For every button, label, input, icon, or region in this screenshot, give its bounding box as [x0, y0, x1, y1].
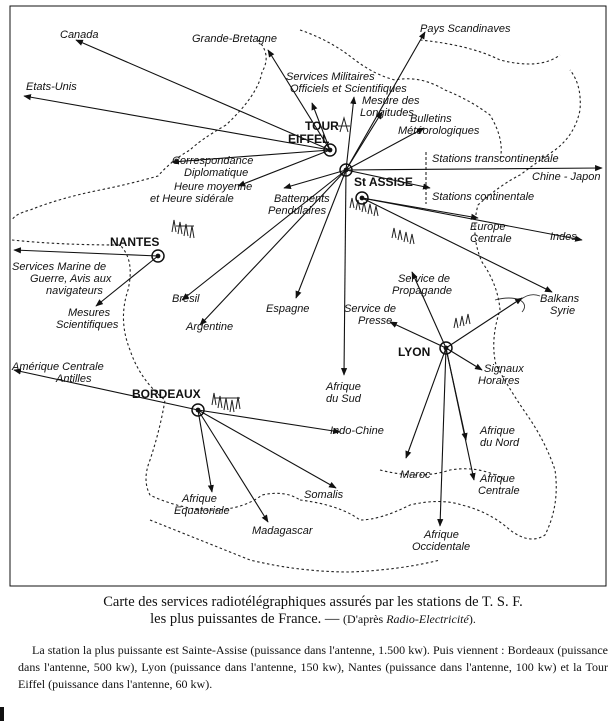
label-canada: Canada [60, 29, 99, 41]
label-heure-2: et Heure sidérale [150, 193, 234, 205]
label-indo-chine: Indo-Chine [330, 425, 384, 437]
label-services-marine-1: Services Marine de [12, 261, 107, 273]
station-label-eiffel: EIFFEL [288, 132, 330, 146]
map-description: La station la plus puissante est Sainte-Assise (puissance dans l'antenne, 1.500 kw). Puis viennent : Bordeaux (puissance dans l'antenne, 500 kw), Lyon (puissance dans l'antenne, 150 kw), Nantes (puissance dans l'antenne, 100 kw) et la Tour Eiffel (puissance dans l'antenne, 60 kw). [18, 643, 608, 691]
station-label-tour: TOUR [305, 119, 339, 133]
label-mesures-scientifiques-1: Mesures [68, 307, 111, 319]
caption-line-2 [18, 611, 608, 628]
label-service-propagande-1: Service de [398, 273, 450, 285]
label-battements-2: Pendulaires [268, 205, 327, 217]
label-signaux-1: Signaux [484, 363, 524, 375]
label-services-marine-2: Guerre, Avis aux [30, 273, 112, 285]
label-signaux-2: Horaires [478, 375, 520, 387]
label-afrique-centrale-2: Centrale [478, 485, 520, 497]
label-mesures-scientifiques-2: Scientifiques [56, 319, 119, 331]
label-somalis: Somalis [304, 489, 344, 501]
caption-source [343, 612, 476, 626]
label-afrique-equatoriale-2: Equatoriale [174, 505, 230, 517]
label-espagne: Espagne [266, 303, 310, 315]
caption-source-name: Radio-Electricité [386, 612, 469, 626]
label-bulletins-2: Météorologiques [398, 125, 480, 137]
label-st-continentale: Stations continentale [432, 191, 535, 203]
label-madagascar: Madagascar [252, 525, 313, 537]
caption-source-prefix: (D'après [343, 612, 387, 626]
label-afrique-sud-2: du Sud [326, 393, 361, 405]
label-service-presse-2: Presse [358, 315, 393, 327]
label-balkans-1: Balkans [540, 293, 580, 305]
label-balkans-2: Syrie [550, 305, 576, 317]
label-mesure-longitudes-1: Mesure des [362, 95, 420, 107]
label-argentine: Argentine [186, 321, 234, 333]
caption-line-1: Carte des services radiotélégraphiques assurés par les stations de T. S. F. [103, 594, 523, 610]
label-heure-1: Heure moyenne [174, 181, 253, 193]
label-europe-centrale-2: Centrale [470, 233, 512, 245]
label-bresil: Brésil [172, 293, 200, 305]
label-afrique-sud-1: Afrique [326, 381, 361, 393]
map-caption [18, 594, 608, 628]
label-services-militaires-1: Services Militaires [286, 71, 375, 83]
label-afrique-occidentale-1: Afrique [424, 529, 459, 541]
station-label-bordeaux: BORDEAUX [132, 387, 201, 401]
label-amerique-centrale-2: Antilles [56, 373, 92, 385]
label-correspondance-1: Correspondance [172, 155, 254, 167]
label-chine-japon: Chine - Japon [532, 171, 601, 183]
label-afrique-occidentale-2: Occidentale [412, 541, 471, 553]
label-service-presse-1: Service de [344, 303, 396, 315]
label-amerique-centrale-1: Amérique Centrale [12, 361, 104, 373]
label-afrique-centrale-1: Afrique [480, 473, 515, 485]
label-pays-scandinaves: Pays Scandinaves [420, 23, 511, 35]
label-etats-unis: Etats-Unis [26, 81, 77, 93]
label-grande-bretagne: Grande-Bretagne [192, 33, 277, 45]
label-services-marine-3: navigateurs [46, 285, 103, 297]
caption-line-2-text: les plus puissantes de France. — [150, 611, 344, 627]
caption-source-suffix: ). [468, 612, 476, 626]
label-bulletins-1: Bulletins [410, 113, 452, 125]
label-afrique-nord-2: du Nord [480, 437, 520, 449]
label-st-transcontinentale: Stations transcontinentale [432, 153, 559, 165]
label-afrique-nord-1: Afrique [480, 425, 515, 437]
station-label-nantes: NANTES [110, 235, 160, 249]
label-indes: Indes [550, 231, 577, 243]
label-mesure-longitudes-2: Longitudes [360, 107, 414, 119]
label-service-propagande-2: Propagande [392, 285, 452, 297]
rays-continental [362, 198, 582, 292]
label-europe-centrale-1: Europe [470, 221, 506, 233]
label-maroc: Maroc [400, 469, 431, 481]
page-corner-mark [0, 707, 4, 721]
label-correspondance-2: Diplomatique [184, 167, 249, 179]
station-label-sainte-assise: St ASSISE [354, 175, 413, 189]
label-battements-1: Battements [274, 193, 330, 205]
station-label-lyon: LYON [398, 345, 431, 359]
label-services-militaires-2: Officiels et Scientifiques [290, 83, 407, 95]
label-afrique-equatoriale-1: Afrique [182, 493, 217, 505]
